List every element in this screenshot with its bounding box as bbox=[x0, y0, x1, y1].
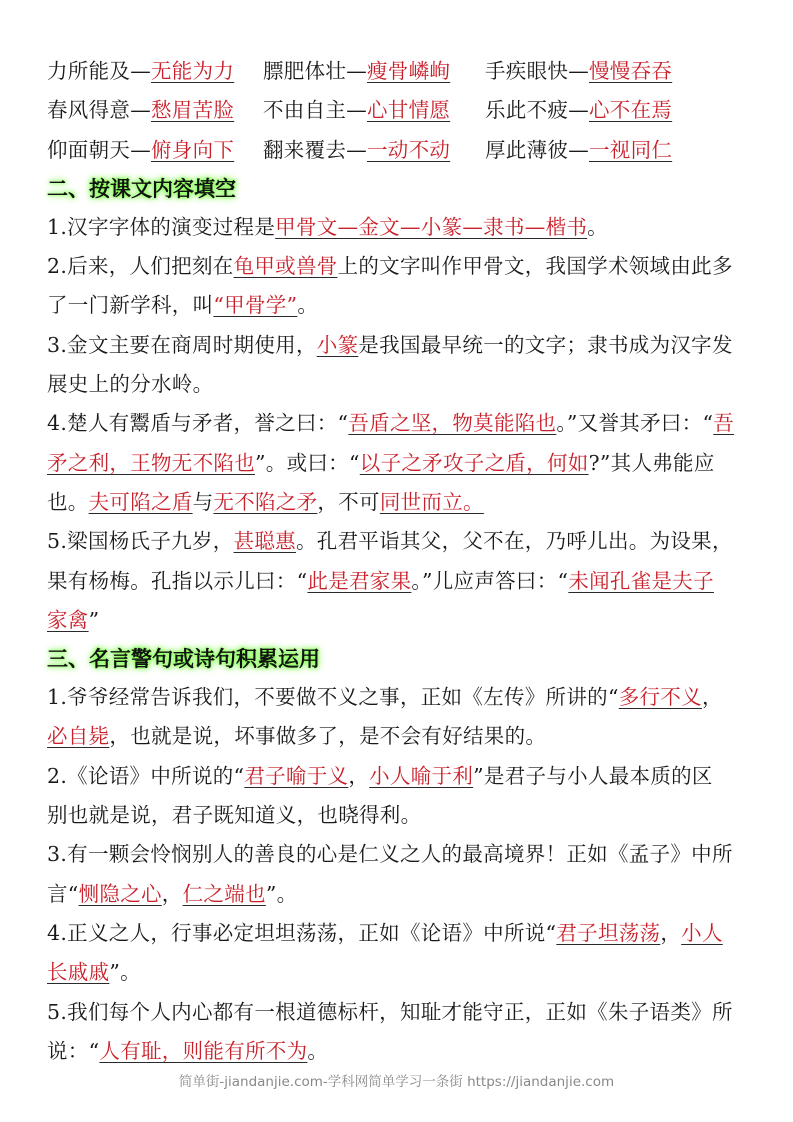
idiom-answer: 心甘情愿 bbox=[367, 98, 451, 123]
question-text: ， bbox=[161, 881, 183, 906]
idiom-question: 手疾眼快— bbox=[485, 59, 589, 83]
idiom-answer: 瘦骨嶙峋 bbox=[367, 59, 451, 83]
question-text: 4.楚人有鬻盾与矛者，誉之曰：“ bbox=[47, 411, 349, 436]
answer-text: 小篆 bbox=[316, 332, 359, 357]
question-text: 3.金文主要在商周时期使用， bbox=[47, 332, 317, 357]
answer-text: 仁之端也 bbox=[182, 881, 266, 906]
question-text: 。”又誉其矛曰：“ bbox=[556, 411, 714, 436]
idiom-question: 力所能及— bbox=[47, 59, 151, 83]
s3-q3-line-1: 3.有一颗会怜悯别人的善良的心是仁义之人的最高境界！正如《孟子》中所 bbox=[47, 842, 733, 867]
s3-q1-line-1 bbox=[47, 678, 752, 717]
question-text: ?”其人弗能应 bbox=[588, 450, 715, 475]
section-3-heading: 三、名言警句或诗句积累运用 bbox=[47, 647, 320, 672]
question-text: 。孔君平诣其父，父不在，乃呼儿出。为设果， bbox=[295, 529, 733, 554]
answer-text: 必自毙 bbox=[47, 724, 110, 749]
answer-text: 家禽 bbox=[47, 607, 89, 632]
s3-q1-line-2 bbox=[47, 717, 752, 756]
idiom-question: 仰面朝天— bbox=[47, 137, 151, 162]
s3-q2-line-1 bbox=[47, 757, 752, 796]
idiom-answer: 俯身向下 bbox=[151, 137, 235, 162]
question-text: ” bbox=[88, 607, 100, 632]
question-text: 。”儿应声答曰：“ bbox=[411, 568, 569, 593]
answer-text: 未闻孔雀是夫子 bbox=[568, 568, 714, 593]
idiom-answer: 无能为力 bbox=[151, 59, 235, 83]
question-text: 2.后来，人们把刻在 bbox=[47, 254, 234, 279]
answer-text: 君子喻于义 bbox=[244, 763, 349, 788]
page-footer: 简单街-jiandanjie.com-学科网简单学习一条街 https://jiandanjie.com bbox=[178, 1074, 615, 1090]
s3-q4-line-2 bbox=[47, 953, 752, 992]
s2-q4-line-2 bbox=[47, 444, 752, 483]
answer-text: 甚聪惠 bbox=[233, 529, 296, 554]
question-text: ，不可 bbox=[317, 489, 380, 514]
question-text: 2.《论语》中所说的“ bbox=[47, 763, 245, 788]
s3-q4-line-1 bbox=[47, 914, 752, 953]
answer-text: 同世而立。 bbox=[379, 489, 484, 514]
idiom-pair bbox=[485, 131, 745, 170]
s2-q3-line-1 bbox=[47, 326, 752, 365]
section-2-heading: 二、按课文内容填空 bbox=[47, 176, 236, 201]
s2-q2-line-2 bbox=[47, 286, 752, 325]
question-text: 是我国最早统一的文字；隶书成为汉字发 bbox=[358, 332, 733, 357]
idiom-question: 乐此不疲— bbox=[485, 98, 589, 123]
answer-text: 多行不义 bbox=[618, 685, 702, 710]
s3-q2-line-2: 别也就是说，君子既知道义，也晓得利。 bbox=[47, 803, 422, 828]
idiom-row-2 bbox=[47, 91, 752, 130]
question-text: 1.汉字字体的演变过程是 bbox=[47, 214, 276, 239]
question-text: 。 bbox=[307, 1038, 329, 1063]
answer-text: 吾盾之坚，物莫能陷也 bbox=[348, 411, 557, 436]
idiom-pair bbox=[263, 52, 485, 91]
question-text: ”。 bbox=[109, 960, 141, 985]
s2-q4-line-3 bbox=[47, 483, 752, 522]
question-text: 5.梁国杨氏子九岁， bbox=[47, 529, 234, 554]
question-text: 上的文字叫作甲骨文，我国学术领域由此多 bbox=[337, 254, 733, 279]
idiom-answer: 愁眉苦脸 bbox=[151, 98, 235, 123]
question-text: 1.爷爷经常告诉我们，不要做不义之事，正如《左传》所讲的“ bbox=[47, 685, 619, 710]
answer-text: 君子坦荡荡 bbox=[556, 920, 661, 945]
idiom-pair bbox=[485, 91, 745, 130]
answer-text: 小人 bbox=[681, 920, 723, 945]
question-text: ，也就是说，坏事做多了，是不会有好结果的。 bbox=[109, 724, 547, 749]
idiom-question: 不由自主— bbox=[263, 98, 367, 123]
idiom-pair bbox=[263, 131, 485, 170]
s2-q5-line-3 bbox=[47, 601, 752, 640]
s3-q5-line-1: 5.我们每个人内心都有一根道德标杆，知耻才能守正，正如《朱子语类》所 bbox=[47, 999, 733, 1024]
idiom-pair bbox=[47, 52, 263, 91]
question-text: 言“ bbox=[47, 881, 79, 906]
answer-text: 小人喻于利 bbox=[369, 763, 474, 788]
question-text: ， bbox=[660, 920, 682, 945]
idiom-pair bbox=[263, 91, 485, 130]
answer-text: 此是君家果 bbox=[307, 568, 412, 593]
answer-text: 甲骨文—金文—小篆—隶书—楷书 bbox=[275, 214, 588, 239]
question-text: 说：“ bbox=[47, 1038, 100, 1063]
answer-text: 吾 bbox=[713, 411, 735, 436]
idiom-pair bbox=[47, 91, 263, 130]
idiom-pair bbox=[485, 52, 745, 91]
s3-q5-line-2 bbox=[47, 1032, 752, 1071]
question-text: ， bbox=[348, 763, 370, 788]
idiom-question: 春风得意— bbox=[47, 98, 151, 123]
question-text: 也。 bbox=[47, 489, 89, 514]
answer-text: 龟甲或兽骨 bbox=[233, 254, 338, 279]
idiom-question: 翻来覆去— bbox=[263, 137, 367, 162]
question-text: 。 bbox=[587, 214, 608, 239]
idiom-answer: 心不在焉 bbox=[589, 98, 673, 123]
s2-q5-line-1 bbox=[47, 522, 752, 561]
answer-text: 长戚戚 bbox=[47, 960, 110, 985]
s3-q3-line-2 bbox=[47, 875, 752, 914]
question-text: ， bbox=[701, 685, 723, 710]
answer-text: 以子之矛攻子之盾，何如 bbox=[359, 450, 589, 475]
question-text: ”。 bbox=[265, 881, 298, 906]
s2-q4-line-1 bbox=[47, 404, 752, 443]
answer-text: 夫可陷之盾 bbox=[88, 489, 193, 514]
answer-text: 人有耻，则能有所不为 bbox=[99, 1038, 308, 1063]
idiom-answer: 慢慢吞吞 bbox=[589, 59, 673, 83]
answer-text: 矛之利，王物无不陷也 bbox=[47, 450, 255, 475]
question-text: 。 bbox=[297, 293, 319, 318]
s2-q5-line-2 bbox=[47, 562, 752, 601]
idiom-pair bbox=[47, 131, 263, 170]
answer-text: “甲骨学” bbox=[213, 293, 298, 318]
worksheet-page bbox=[47, 52, 752, 1071]
idiom-answer: 一视同仁 bbox=[589, 137, 673, 162]
question-text: 与 bbox=[192, 489, 214, 514]
question-text: ”。或曰：“ bbox=[255, 450, 360, 475]
idiom-question: 膘肥体壮— bbox=[263, 59, 367, 83]
question-text: ”是君子与小人最本质的区 bbox=[473, 763, 713, 788]
question-text: 了一门新学科，叫 bbox=[47, 293, 214, 318]
idiom-row-3 bbox=[47, 131, 752, 170]
s2-q1-line-1 bbox=[47, 208, 752, 247]
question-text: 果有杨梅。孔指以示儿曰：“ bbox=[47, 568, 308, 593]
s2-q2-line-1 bbox=[47, 247, 752, 286]
idiom-answer: 一动不动 bbox=[367, 137, 451, 162]
answer-text: 无不陷之矛 bbox=[213, 489, 318, 514]
answer-text: 恻隐之心 bbox=[78, 881, 162, 906]
question-text: 4.正义之人，行事必定坦坦荡荡，正如《论语》中所说“ bbox=[47, 920, 557, 945]
idiom-question: 厚此薄彼— bbox=[485, 137, 589, 162]
s2-q3-line-2: 展史上的分水岭。 bbox=[47, 372, 214, 397]
idiom-row-1 bbox=[47, 52, 752, 91]
